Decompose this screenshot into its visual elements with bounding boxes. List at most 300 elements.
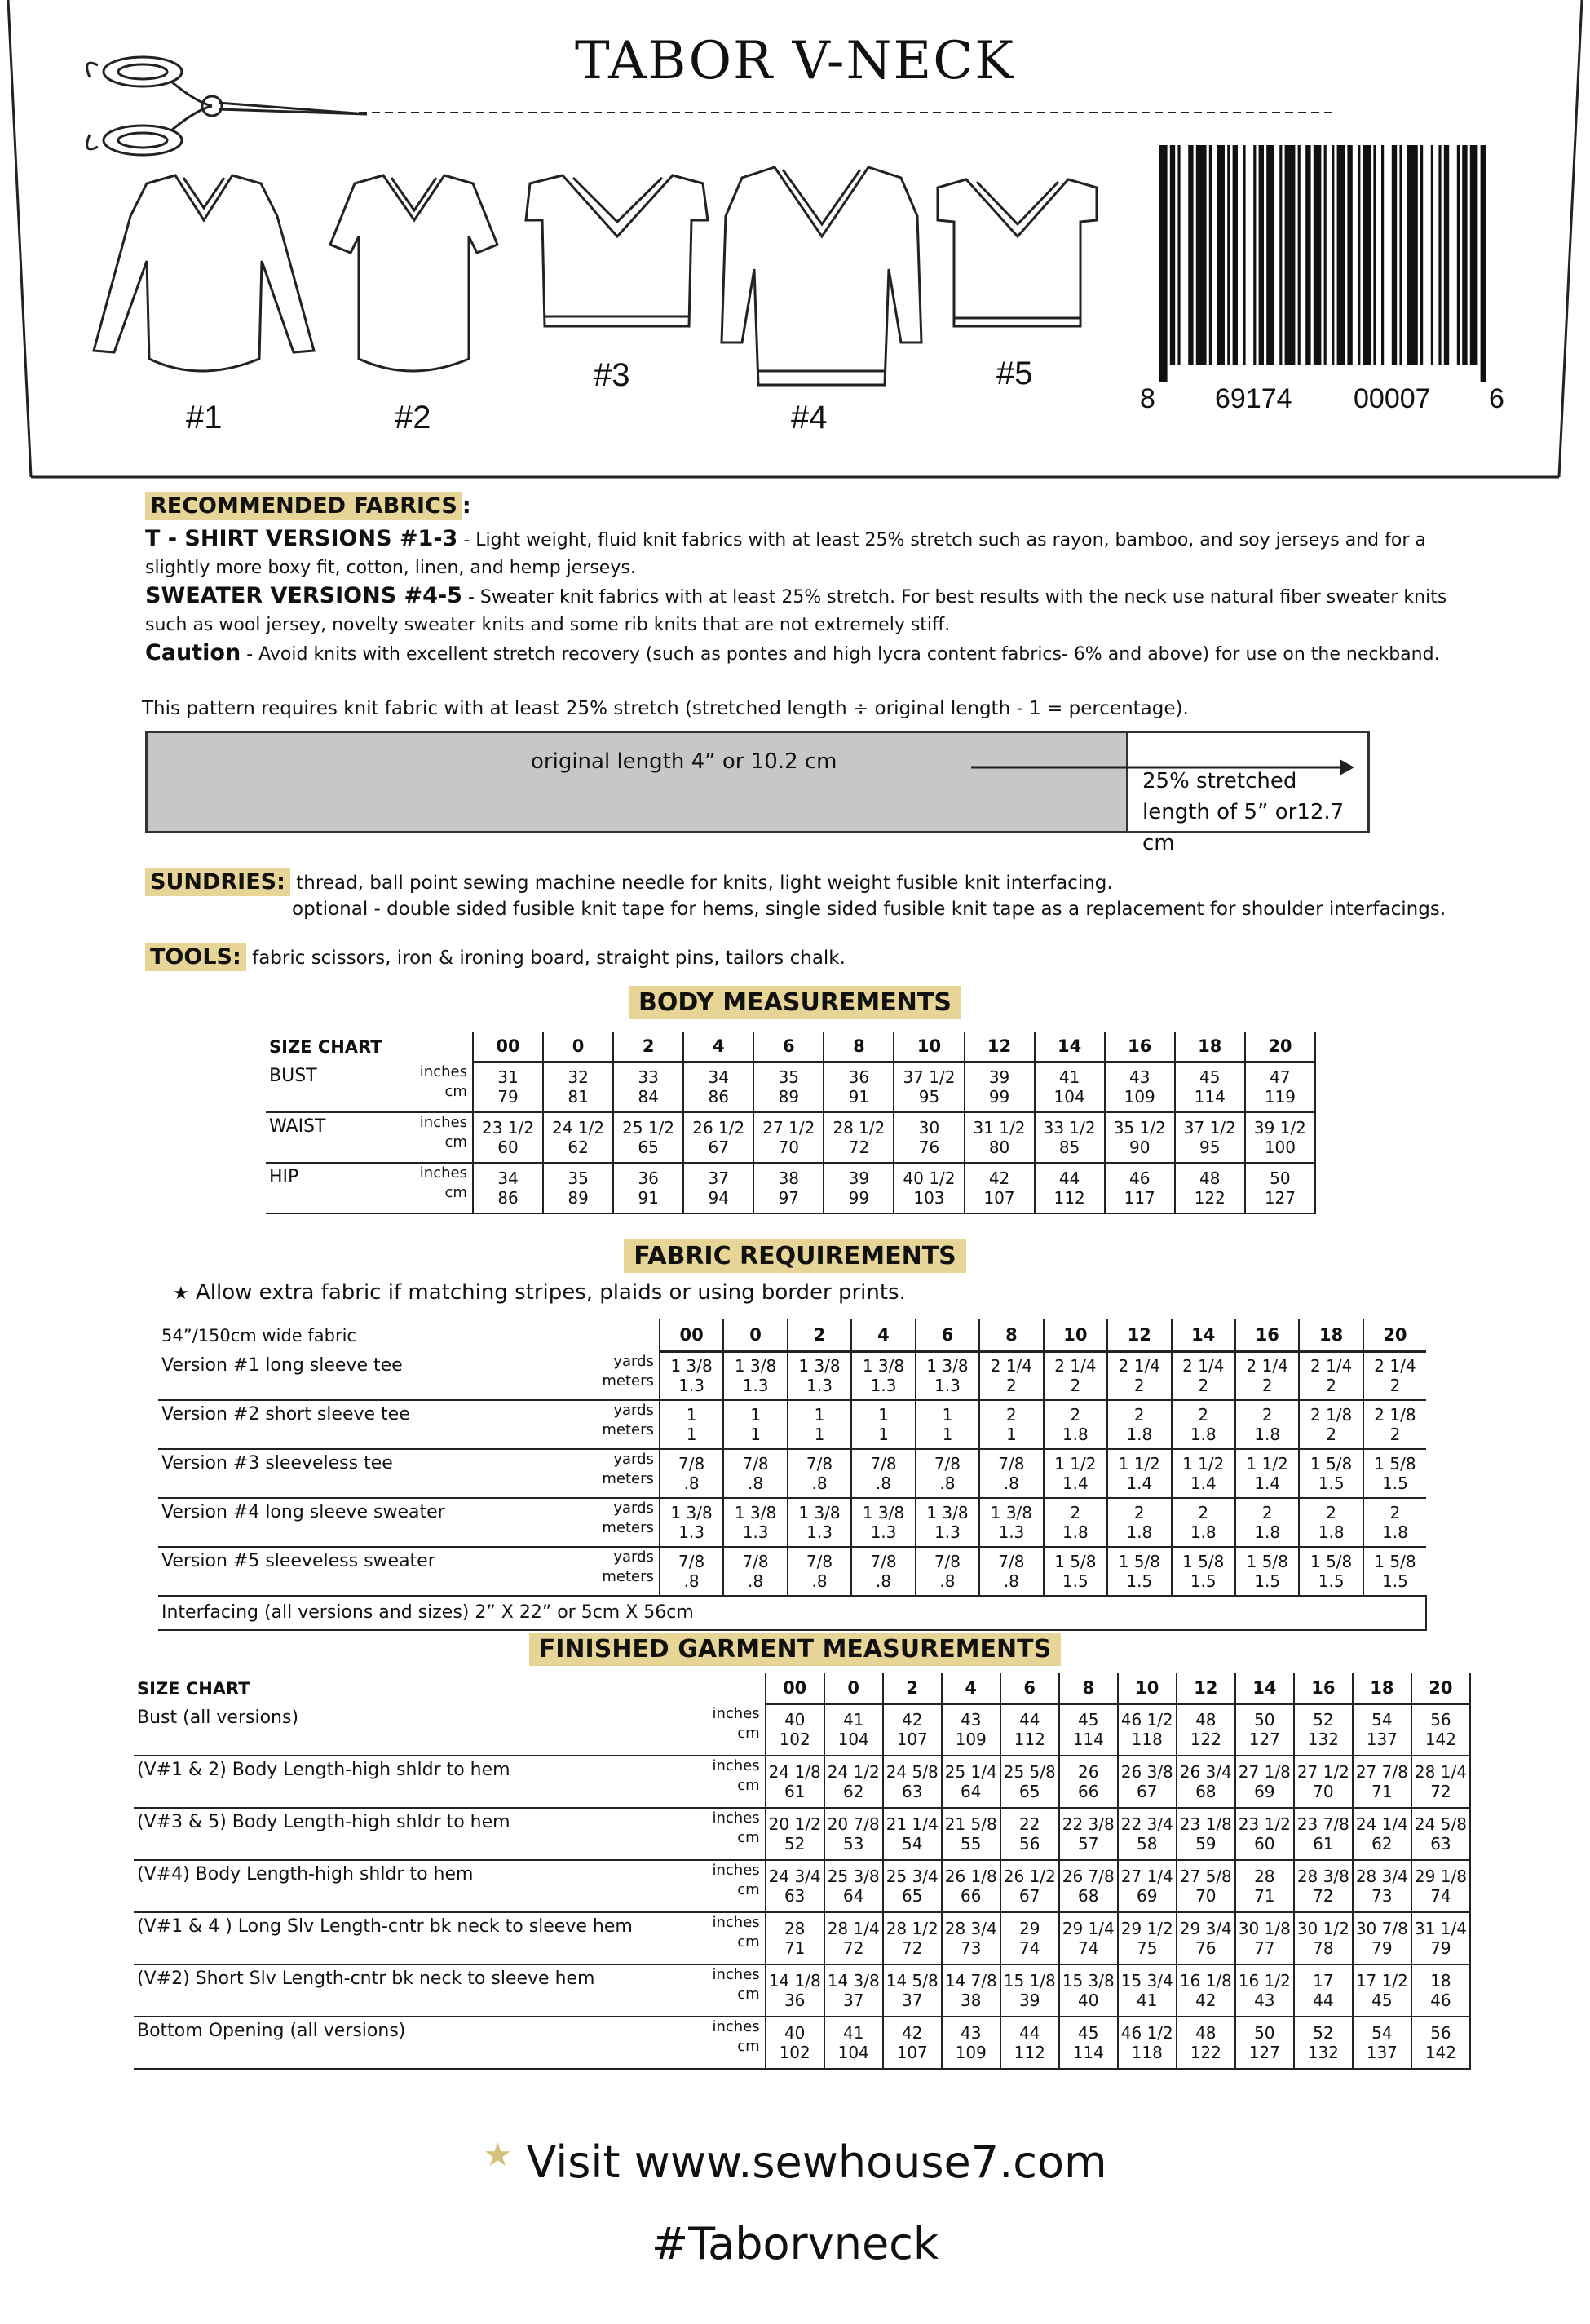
fabric-requirements-heading xyxy=(0,1242,1590,1270)
cell-secondary: 1.3 xyxy=(806,1522,833,1542)
table-cell xyxy=(1235,1860,1294,1912)
cell-secondary: 78 xyxy=(1313,1937,1334,1958)
cell-secondary: 112 xyxy=(1053,1187,1085,1208)
cell-primary: 26 1/8 xyxy=(944,1866,997,1886)
cell-secondary: 39 xyxy=(1019,1990,1040,2010)
table-cell xyxy=(1299,1547,1363,1596)
cell-secondary: 86 xyxy=(708,1087,729,1107)
unit-secondary: cm xyxy=(737,2037,760,2055)
cell-primary: 22 3/8 xyxy=(1062,1814,1115,1834)
table-row xyxy=(266,1163,1315,1213)
cell-primary: 26 7/8 xyxy=(1062,1866,1115,1886)
cell-secondary: .8 xyxy=(875,1571,892,1591)
cell-primary: 54 xyxy=(1371,2022,1393,2043)
table-cell xyxy=(1172,1352,1235,1400)
table-cell xyxy=(1044,1400,1107,1449)
barcode-bar xyxy=(1285,145,1296,365)
cell-primary: 38 xyxy=(778,1168,800,1188)
table-cell xyxy=(883,1860,942,1912)
table-cell xyxy=(1245,1063,1315,1112)
cell-primary: 1 3/8 xyxy=(862,1502,905,1522)
cell-secondary: 43 xyxy=(1254,1990,1275,2010)
barcode-bar xyxy=(1314,145,1322,365)
size-header: 00 xyxy=(766,1673,824,1704)
table-cell xyxy=(1411,1964,1470,2017)
table-cell xyxy=(965,1112,1035,1163)
cell-secondary: 94 xyxy=(708,1187,729,1208)
fabrics-heading: RECOMMENDED FABRICS xyxy=(145,492,462,520)
table-cell xyxy=(1411,1860,1470,1912)
garment-1-sketch xyxy=(94,175,314,371)
size-header: 00 xyxy=(473,1032,543,1063)
table-cell xyxy=(1235,1400,1299,1449)
cell-secondary: 73 xyxy=(1371,1885,1393,1906)
cell-primary: 40 xyxy=(784,2022,806,2043)
unit-primary: inches xyxy=(712,1704,760,1722)
barcode-bar xyxy=(1188,145,1193,365)
cell-primary: 1 3/8 xyxy=(926,1502,969,1522)
table-cell xyxy=(1294,1860,1353,1912)
size-chart-label: SIZE CHART xyxy=(269,1036,382,1057)
barcode-bar xyxy=(1444,145,1449,365)
cell-primary: 7/8 xyxy=(870,1453,897,1473)
cell-secondary: 72 xyxy=(1430,1781,1451,1801)
cell-primary: 24 1/4 xyxy=(1355,1814,1408,1834)
garment-label-4: #4 xyxy=(791,400,828,435)
cell-primary: 35 1/2 xyxy=(1113,1117,1166,1138)
cell-primary: 1 5/8 xyxy=(1310,1453,1353,1473)
cell-secondary: 142 xyxy=(1424,1730,1457,1750)
cell-secondary: 81 xyxy=(568,1087,589,1107)
row-units xyxy=(678,1964,766,2017)
cell-primary: 15 3/4 xyxy=(1120,1970,1173,1990)
cell-secondary: 2 xyxy=(1070,1376,1081,1396)
cell-primary: 25 1/4 xyxy=(944,1761,997,1782)
cell-secondary: 1.4 xyxy=(1062,1473,1089,1493)
cell-primary: 27 1/4 xyxy=(1120,1866,1173,1886)
table-cell xyxy=(766,1756,824,1808)
size-header: 8 xyxy=(1059,1673,1118,1704)
cell-secondary: 2 xyxy=(1389,1376,1401,1396)
cell-secondary: 97 xyxy=(778,1187,800,1208)
table-cell xyxy=(883,2017,942,2069)
garment-label-5: #5 xyxy=(996,356,1033,391)
cell-primary: 28 1/2 xyxy=(886,1918,939,1938)
cell-primary: 2 xyxy=(1006,1404,1017,1425)
table-cell xyxy=(723,1547,787,1596)
cell-secondary: 64 xyxy=(961,1781,982,1801)
garment-3-sketch xyxy=(526,175,708,326)
table-cell xyxy=(1107,1400,1171,1449)
table-row xyxy=(158,1498,1426,1547)
cell-secondary: 137 xyxy=(1366,1730,1398,1750)
table-cell xyxy=(788,1449,851,1498)
row-label: (V#1 & 4 ) Long Slv Length-cntr bk neck to sleeve hem xyxy=(134,1912,678,1964)
table-cell xyxy=(942,1912,1000,1964)
table-cell xyxy=(683,1163,753,1213)
cell-secondary: 65 xyxy=(638,1137,659,1157)
table-cell xyxy=(1235,1352,1299,1400)
table-cell xyxy=(753,1063,824,1112)
cell-primary: 41 xyxy=(842,2022,864,2043)
table-cell xyxy=(1000,1808,1059,1860)
barcode-bar xyxy=(1420,145,1423,365)
cell-primary: 23 7/8 xyxy=(1296,1814,1349,1834)
table-row xyxy=(158,1352,1426,1400)
cell-primary: 28 1/2 xyxy=(833,1117,886,1138)
table-cell xyxy=(824,1163,894,1213)
cell-secondary: 99 xyxy=(848,1187,870,1208)
table-cell xyxy=(660,1400,723,1449)
cell-secondary: 2 xyxy=(1389,1424,1401,1444)
table-row xyxy=(266,1112,1315,1163)
garment-5-sketch xyxy=(938,179,1097,326)
recommended-fabrics: RECOMMENDED FABRICS : T - SHIRT VERSIONS #1-3 - Light weight, fluid knit fabrics with at least 25% stretch such as rayon, bamboo, and soy jerseys and for a slightly more boxy fit, cotton, linen, and hemp jerseys. SWEATER VERSIONS #4-5 - Sweater knit fabrics with at least 25% stretch. For best results with the neck use natural fiber sweater knits such as wool jersey, novelty sweater knits and some rib knits that are not extremely stiff. Caution - Avoid knits with excellent stretch recovery (such as pontes and high lycra content fabrics- 6% and above) for use on the neckband. xyxy=(145,493,1447,665)
row-units xyxy=(581,1498,660,1547)
cell-secondary: 119 xyxy=(1264,1087,1296,1107)
unit-primary: yards xyxy=(613,1352,654,1370)
cell-secondary: 65 xyxy=(901,1885,923,1906)
cell-secondary: 132 xyxy=(1307,1730,1339,1750)
cell-secondary: 41 xyxy=(1137,1990,1158,2010)
cell-primary: 7/8 xyxy=(806,1453,833,1473)
unit-secondary: cm xyxy=(737,1933,760,1951)
table-cell xyxy=(473,1163,543,1213)
barcode-bar xyxy=(1470,145,1478,365)
barcode-bar xyxy=(1324,145,1327,365)
table-cell xyxy=(916,1352,979,1400)
cell-primary: 7/8 xyxy=(934,1551,961,1571)
cell-secondary: 132 xyxy=(1307,2042,1339,2062)
cell-secondary: 95 xyxy=(918,1087,940,1107)
unit-secondary: cm xyxy=(737,1985,760,2003)
table-cell xyxy=(979,1498,1043,1547)
size-header: 14 xyxy=(1235,1673,1294,1704)
table-cell xyxy=(824,2017,883,2069)
table-cell xyxy=(788,1547,851,1596)
finished-measurements-heading xyxy=(0,1635,1590,1663)
cell-primary: 31 1/2 xyxy=(973,1117,1026,1138)
unit-primary: inches xyxy=(419,1164,467,1182)
cell-primary: 44 xyxy=(1019,2022,1040,2043)
cell-secondary: 127 xyxy=(1248,1730,1280,1750)
cell-primary: 23 1/8 xyxy=(1179,1814,1232,1834)
table-cell xyxy=(1000,2017,1059,2069)
cell-secondary: 1.5 xyxy=(1382,1473,1408,1493)
size-header: 12 xyxy=(965,1032,1035,1063)
cell-secondary: 1.8 xyxy=(1126,1424,1153,1444)
barcode-bar xyxy=(1305,145,1310,365)
size-header: 20 xyxy=(1363,1319,1426,1352)
table-cell xyxy=(883,1808,942,1860)
size-header: 12 xyxy=(1107,1319,1171,1352)
cell-primary: 1 5/8 xyxy=(1182,1551,1225,1571)
cell-secondary: 69 xyxy=(1137,1885,1158,1906)
cell-primary: 45 xyxy=(1078,1710,1099,1730)
cell-primary: 7/8 xyxy=(678,1551,705,1571)
table-cell xyxy=(916,1547,979,1596)
table-cell xyxy=(766,1964,824,2017)
cell-secondary: 58 xyxy=(1137,1833,1158,1853)
row-units xyxy=(581,1449,660,1498)
cell-primary: 28 3/4 xyxy=(1355,1866,1408,1886)
row-label: Bust (all versions) xyxy=(134,1704,678,1756)
cell-primary: 1 1/2 xyxy=(1118,1453,1160,1473)
cell-primary: 29 3/4 xyxy=(1179,1918,1232,1938)
table-header-row xyxy=(158,1319,1426,1352)
cell-secondary: 63 xyxy=(901,1781,923,1801)
table-row xyxy=(134,1964,1470,2017)
size-header: 18 xyxy=(1175,1032,1245,1063)
cell-secondary: 109 xyxy=(1124,1087,1155,1107)
cell-secondary: 127 xyxy=(1248,2042,1280,2062)
table-cell xyxy=(766,1912,824,1964)
table-cell xyxy=(1118,1704,1177,1756)
table-cell xyxy=(1353,1704,1411,1756)
row-label: (V#3 & 5) Body Length-high shldr to hem xyxy=(134,1808,678,1860)
table-cell xyxy=(942,1704,1000,1756)
table-row xyxy=(134,1704,1470,1756)
barcode-bar xyxy=(1259,145,1264,365)
table-cell xyxy=(824,1756,883,1808)
cell-primary: 1 3/8 xyxy=(734,1502,777,1522)
cell-secondary: 104 xyxy=(837,2042,869,2062)
cell-primary: 2 xyxy=(1261,1404,1273,1425)
table-cell xyxy=(753,1163,824,1213)
size-header: 20 xyxy=(1245,1032,1315,1063)
cell-primary: 42 xyxy=(901,2022,923,2043)
row-units xyxy=(402,1163,473,1213)
cell-secondary: 1 xyxy=(878,1424,889,1444)
table-cell xyxy=(1353,1964,1411,2017)
size-header: 18 xyxy=(1299,1319,1363,1352)
row-units xyxy=(581,1352,660,1400)
barcode-bar xyxy=(1438,145,1441,365)
table-cell xyxy=(824,1912,883,1964)
cell-primary: 14 3/8 xyxy=(827,1970,880,1990)
cell-secondary: 66 xyxy=(1078,1781,1099,1801)
table-cell xyxy=(1172,1498,1235,1547)
table-cell xyxy=(543,1112,613,1163)
cell-secondary: 37 xyxy=(842,1990,864,2010)
footer-visit-text[interactable]: Visit www.sewhouse7.com xyxy=(526,2136,1107,2188)
cell-secondary: 40 xyxy=(1078,1990,1099,2010)
cell-secondary: 62 xyxy=(1371,1833,1393,1853)
cell-secondary: 91 xyxy=(638,1187,659,1208)
size-header: 16 xyxy=(1235,1319,1299,1352)
table-cell xyxy=(1411,1756,1470,1808)
table-row xyxy=(134,1912,1470,1964)
table-cell xyxy=(883,1704,942,1756)
table-cell xyxy=(883,1964,942,2017)
cell-secondary: 80 xyxy=(988,1137,1010,1157)
unit-primary: inches xyxy=(419,1063,467,1080)
table-cell xyxy=(1177,1912,1235,1964)
finished-heading-text: FINISHED GARMENT MEASUREMENTS xyxy=(529,1633,1061,1666)
cell-primary: 27 1/2 xyxy=(762,1117,815,1138)
table-cell xyxy=(1175,1163,1245,1213)
cell-secondary: 103 xyxy=(913,1187,945,1208)
table-row xyxy=(134,1808,1470,1860)
cell-secondary: 57 xyxy=(1078,1833,1099,1853)
table-cell xyxy=(916,1498,979,1547)
table-cell xyxy=(660,1449,723,1498)
cell-secondary: 63 xyxy=(784,1885,806,1906)
cell-primary: 1 5/8 xyxy=(1118,1551,1160,1571)
unit-secondary: cm xyxy=(444,1082,467,1100)
barcode-digit-group2: 00007 xyxy=(1354,383,1431,414)
table-cell xyxy=(788,1498,851,1547)
table-cell xyxy=(824,1063,894,1112)
cell-primary: 43 xyxy=(1128,1067,1151,1088)
stretch-stretched-line1: 25% stretched xyxy=(1142,769,1297,793)
barcode xyxy=(1159,145,1486,406)
cell-primary: 7/8 xyxy=(934,1453,961,1473)
cell-secondary: 71 xyxy=(1371,1781,1393,1801)
cell-secondary: 1.8 xyxy=(1318,1522,1345,1542)
row-units xyxy=(581,1400,660,1449)
barcode-bar xyxy=(1217,145,1225,365)
fabric-req-heading-text: FABRIC REQUIREMENTS xyxy=(624,1239,966,1273)
unit-secondary: meters xyxy=(602,1372,654,1390)
cell-secondary: 79 xyxy=(497,1087,519,1107)
row-units xyxy=(678,1912,766,1964)
table-cell xyxy=(1245,1163,1315,1213)
cell-primary: 24 5/8 xyxy=(886,1761,939,1782)
cell-primary: 42 xyxy=(988,1168,1010,1188)
table-cell xyxy=(1353,1808,1411,1860)
cell-secondary: .8 xyxy=(683,1571,700,1591)
garment-label-2: #2 xyxy=(395,400,431,435)
cell-secondary: .8 xyxy=(811,1571,828,1591)
row-label: HIP xyxy=(266,1163,402,1213)
cell-primary: 2 1/4 xyxy=(1054,1356,1097,1376)
cell-secondary: 60 xyxy=(1254,1833,1275,1853)
cell-secondary: 1.4 xyxy=(1126,1473,1153,1493)
table-cell xyxy=(1294,2017,1353,2069)
table-cell xyxy=(1177,1756,1235,1808)
cell-secondary: 2 xyxy=(1198,1376,1209,1396)
table-cell xyxy=(1411,1704,1470,1756)
cell-primary: 50 xyxy=(1270,1168,1291,1188)
table-cell xyxy=(1299,1449,1363,1498)
table-cell xyxy=(1118,1964,1177,2017)
table-cell xyxy=(723,1400,787,1449)
size-header: 16 xyxy=(1294,1673,1353,1704)
cell-secondary: 109 xyxy=(955,1730,987,1750)
barcode-bar xyxy=(1170,145,1175,365)
cell-primary: 2 1/4 xyxy=(1246,1356,1288,1376)
table-row xyxy=(158,1400,1426,1449)
table-cell xyxy=(979,1449,1043,1498)
cell-primary: 17 1/2 xyxy=(1355,1970,1408,1990)
cell-primary: 1 5/8 xyxy=(1310,1551,1353,1571)
cell-secondary: 46 xyxy=(1430,1990,1451,2010)
cell-secondary: 1.3 xyxy=(742,1522,769,1542)
row-label: Version #3 sleeveless tee xyxy=(158,1449,581,1498)
cell-primary: 2 1/4 xyxy=(1182,1356,1225,1376)
size-header: 8 xyxy=(979,1319,1043,1352)
table-cell xyxy=(1059,1756,1118,1808)
table-cell xyxy=(660,1352,723,1400)
cell-primary: 2 xyxy=(1133,1404,1145,1425)
cell-primary: 29 1/4 xyxy=(1062,1918,1115,1938)
table-cell xyxy=(979,1400,1043,1449)
cell-primary: 30 1/8 xyxy=(1238,1918,1291,1938)
cell-secondary: 79 xyxy=(1371,1937,1393,1958)
barcode-bar xyxy=(1177,145,1180,365)
cell-secondary: 1.4 xyxy=(1254,1473,1281,1493)
table-cell xyxy=(1235,1449,1299,1498)
table-cell xyxy=(894,1063,964,1112)
table-cell xyxy=(766,1860,824,1912)
unit-secondary: cm xyxy=(737,1828,760,1846)
sundries-line2: optional - double sided fusible knit tape for hems, single sided fusible knit tape as a replacement for shoulder interfacings. xyxy=(292,899,1446,920)
cell-secondary: 72 xyxy=(848,1137,870,1157)
row-label: WAIST xyxy=(266,1112,402,1163)
barcode-bar xyxy=(1159,145,1168,382)
cell-secondary: 70 xyxy=(778,1137,800,1157)
cell-secondary: 122 xyxy=(1190,2042,1221,2062)
table-cell xyxy=(1177,1808,1235,1860)
cell-primary: 37 xyxy=(708,1168,729,1188)
cell-secondary: 63 xyxy=(1430,1833,1451,1853)
cell-primary: 34 xyxy=(497,1168,519,1188)
table-cell xyxy=(543,1063,613,1112)
barcode-bar xyxy=(1332,145,1334,365)
unit-secondary: meters xyxy=(602,1518,654,1536)
table-cell xyxy=(1245,1112,1315,1163)
unit-secondary: cm xyxy=(737,1724,760,1742)
table-row xyxy=(134,2017,1470,2069)
footer-hashtag: #Taborvneck xyxy=(651,2218,939,2269)
unit-secondary: cm xyxy=(444,1183,467,1201)
table-cell xyxy=(1107,1449,1171,1498)
cell-secondary: 1.5 xyxy=(1126,1571,1153,1591)
cell-primary: 1 3/8 xyxy=(670,1502,713,1522)
cell-primary: 2 xyxy=(1070,1502,1081,1522)
cell-secondary: 114 xyxy=(1072,1730,1104,1750)
table-header-row xyxy=(266,1032,1315,1063)
cell-secondary: 76 xyxy=(918,1137,940,1157)
cell-secondary: 79 xyxy=(1430,1937,1451,1958)
cell-primary: 43 xyxy=(961,2022,982,2043)
table-cell xyxy=(1235,1547,1299,1596)
table-cell xyxy=(1299,1498,1363,1547)
cell-secondary: 67 xyxy=(1137,1781,1158,1801)
barcode-bar xyxy=(1337,145,1345,365)
table-cell xyxy=(1059,1808,1118,1860)
sweater-title: SWEATER VERSIONS #4-5 xyxy=(145,583,462,608)
cell-primary: 22 3/4 xyxy=(1120,1814,1173,1834)
cell-secondary: 69 xyxy=(1254,1781,1275,1801)
cell-secondary: 53 xyxy=(842,1833,864,1853)
table-cell xyxy=(1035,1112,1105,1163)
cell-primary: 28 1/4 xyxy=(827,1918,880,1938)
cell-secondary: 1.8 xyxy=(1190,1522,1217,1542)
cell-primary: 26 1/2 xyxy=(692,1117,745,1138)
table-cell xyxy=(1000,1860,1059,1912)
table-row xyxy=(158,1547,1426,1596)
cell-primary: 27 7/8 xyxy=(1355,1761,1408,1782)
table-cell xyxy=(1044,1498,1107,1547)
cell-secondary: 68 xyxy=(1078,1885,1099,1906)
table-cell xyxy=(1294,1912,1353,1964)
cell-secondary: 89 xyxy=(778,1087,800,1107)
size-header: 4 xyxy=(851,1319,915,1352)
cell-secondary: 61 xyxy=(784,1781,806,1801)
unit-secondary: cm xyxy=(737,1880,760,1898)
